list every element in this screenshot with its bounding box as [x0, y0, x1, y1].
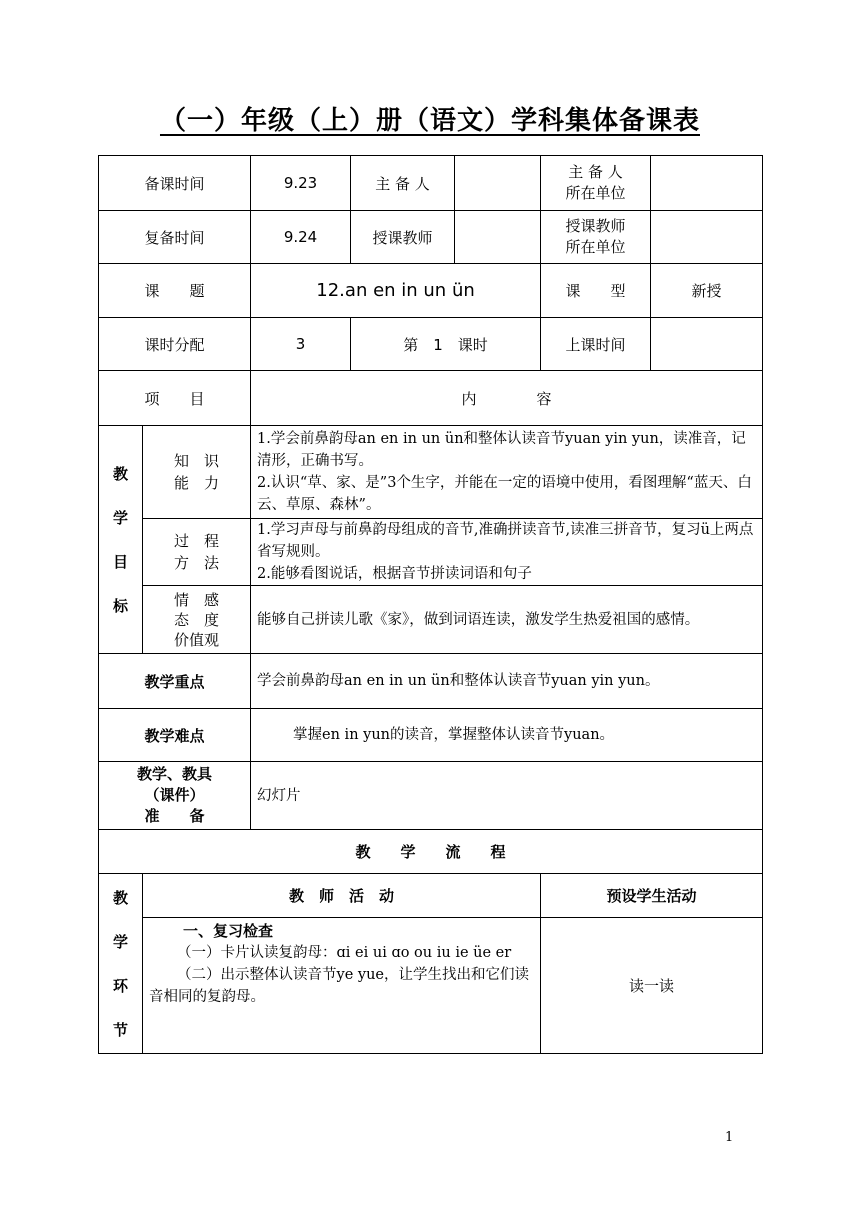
emotion-label: 情 感 态 度 价值观 — [143, 586, 251, 654]
goals-char: 学 — [112, 508, 128, 527]
teacher-activity-cell — [143, 918, 541, 1054]
flow-section-char: 环 — [112, 976, 128, 995]
lesson-label: 第 1 课时 — [351, 318, 541, 371]
teacher-line-2: （二）出示整体认读音节ye yue，让学生找出和它们读音相同的复韵母。 — [149, 967, 529, 1005]
item-label: 项 目 — [99, 371, 251, 426]
tools-text: 幻灯片 — [251, 762, 763, 830]
teacher-unit-value — [651, 211, 763, 264]
teacher-unit-label: 授课教师 所在单位 — [541, 211, 651, 264]
key-point-label: 教学重点 — [99, 654, 251, 709]
prep-time-value: 9.23 — [251, 156, 351, 211]
goals-group-label — [99, 426, 143, 654]
goals-char: 标 — [112, 596, 128, 615]
teacher-activity-header: 教 师 活 动 — [143, 874, 541, 918]
content-label: 内 容 — [251, 371, 763, 426]
emotion-text: 能够自己拼读儿歌《家》，做到词语连读，激发学生热爱祖国的感情。 — [251, 586, 763, 654]
teacher-line-1: （一）卡片认读复韵母：ɑi ei ui ɑo ou iu ie üe er — [177, 945, 512, 961]
difficulty-text: 掌握en in yun的读音，掌握整体认读音节yuan。 — [251, 709, 763, 762]
hours-value: 3 — [251, 318, 351, 371]
page-number: 1 — [725, 1130, 734, 1145]
flow-section-char: 教 — [112, 888, 128, 907]
flow-section-char: 学 — [112, 932, 128, 951]
knowledge-label: 知 识 能 力 — [143, 426, 251, 519]
tools-label: 教学、教具 （课件） 准 备 — [99, 762, 251, 830]
type-label: 课 型 — [541, 264, 651, 318]
goals-char: 目 — [112, 552, 128, 571]
class-time-label: 上课时间 — [541, 318, 651, 371]
knowledge-text: 1.学会前鼻韵母an en in un ün和整体认读音节yuan yin yun，读准音，记清形，正确书写。 2.认识“草、家、是”3个生字，并能在一定的语境中使用，看图理解“蓝天、白云、草原、森林”。 — [251, 426, 763, 519]
process-label: 过 程 方 法 — [143, 519, 251, 586]
key-point-text: 学会前鼻韵母an en in un ün和整体认读音节yuan yin yun。 — [251, 654, 763, 709]
student-activity-header: 预设学生活动 — [541, 874, 763, 918]
teacher-heading: 一、复习检查 — [183, 922, 274, 940]
student-activity-cell: 读一读 — [541, 918, 763, 1054]
teacher-value — [455, 211, 541, 264]
difficulty-label: 教学难点 — [99, 709, 251, 762]
lead-unit-label: 主 备 人 所在单位 — [541, 156, 651, 211]
lead-label: 主 备 人 — [351, 156, 455, 211]
review-time-value: 9.24 — [251, 211, 351, 264]
process-text: 1.学习声母与前鼻韵母组成的音节,准确拼读音节,读准三拼音节，复习ü上两点省写规则。 2.能够看图说话，根据音节拼读词语和句子 — [251, 519, 763, 586]
teacher-label: 授课教师 — [351, 211, 455, 264]
prep-time-label: 备课时间 — [99, 156, 251, 211]
flow-section-char: 节 — [112, 1020, 128, 1039]
topic-value: 12.an en in un ün — [251, 264, 541, 318]
goals-char: 教 — [112, 464, 128, 483]
flow-section-label — [99, 874, 143, 1054]
topic-label: 课 题 — [99, 264, 251, 318]
lead-value — [455, 156, 541, 211]
class-time-value — [651, 318, 763, 371]
page-title: （一）年级（上）册（语文）学科集体备课表 — [159, 106, 700, 136]
lesson-plan-table — [98, 155, 763, 1054]
hours-label: 课时分配 — [99, 318, 251, 371]
type-value: 新授 — [651, 264, 763, 318]
lead-unit-value — [651, 156, 763, 211]
review-time-label: 复备时间 — [99, 211, 251, 264]
flow-title: 教 学 流 程 — [99, 830, 763, 874]
